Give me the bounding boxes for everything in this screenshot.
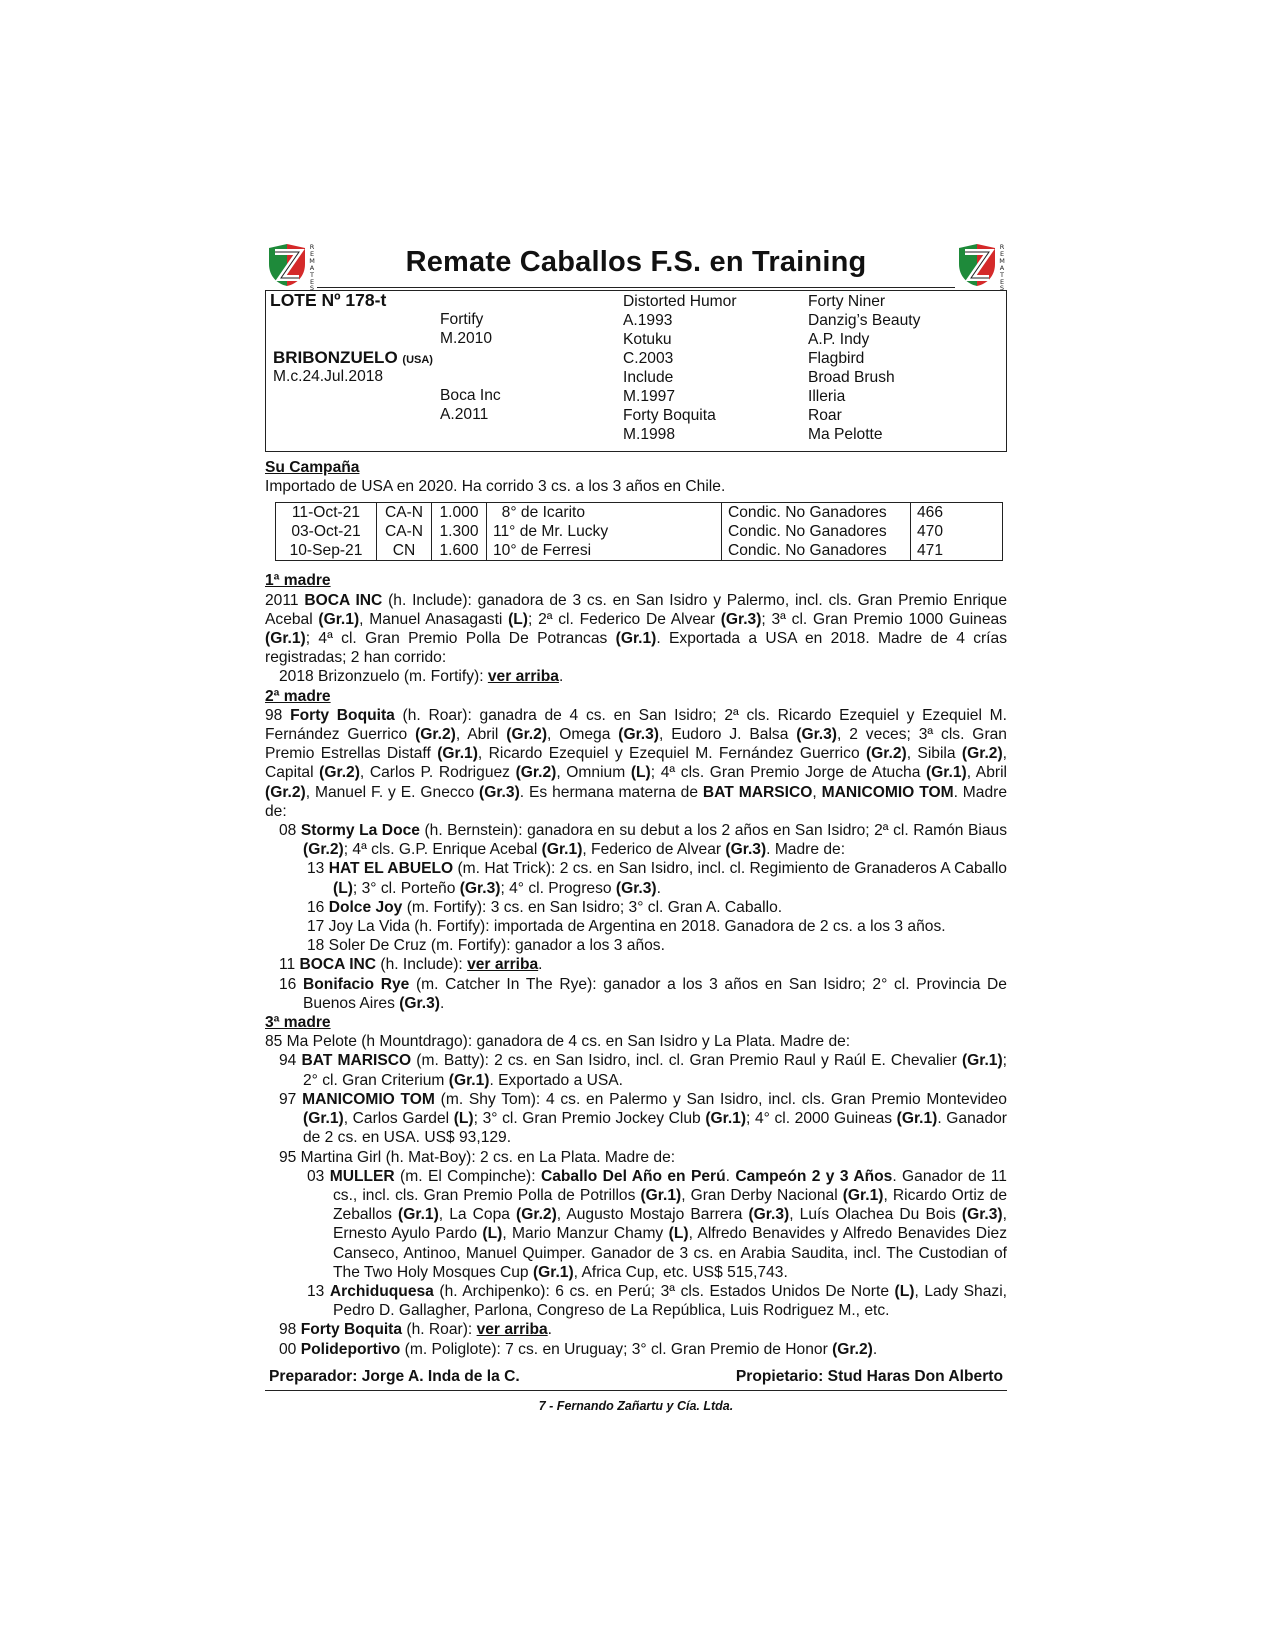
ver-arriba-link[interactable]: ver arriba xyxy=(487,668,559,686)
race-distance: 1.300 xyxy=(432,522,487,541)
page-title: Remate Caballos F.S. en Training xyxy=(405,246,867,278)
list-item: 17 Joy La Vida (h. Fortify): importada de Argentina en 2018. Ganadora de 2 cs. a los 3 años. xyxy=(307,918,946,936)
pedigree-gen3: Broad Brush xyxy=(808,369,895,386)
race-result: 10° de Ferresi xyxy=(487,541,722,561)
svg-text:R: R xyxy=(309,243,315,251)
dam-name: Boca Inc xyxy=(440,387,501,404)
campaign-heading: Su Campaña xyxy=(265,459,360,476)
campaign-section xyxy=(265,458,1007,561)
page-header xyxy=(265,240,1007,292)
header-rule xyxy=(317,287,955,288)
race-result: 8° de Icarito xyxy=(487,503,722,523)
third-dam-heading: 3ª madre xyxy=(265,1014,331,1032)
horse-name: BRIBONZUELO xyxy=(273,348,398,367)
pedigree-gen2: Forty Boquita xyxy=(623,407,716,424)
sire-name: Fortify xyxy=(440,311,484,328)
horse-birth: M.c.24.Jul.2018 xyxy=(273,368,384,385)
list-item: 11 BOCA INC (h. Include): ver arriba. xyxy=(279,956,543,974)
svg-text:E: E xyxy=(999,278,1005,286)
pedigree-gen3: A.P. Indy xyxy=(808,331,870,348)
svg-text:T: T xyxy=(1000,271,1004,279)
table-row xyxy=(276,541,1003,561)
race-distance: 1.600 xyxy=(432,541,487,561)
pedigree-gen3: Roar xyxy=(808,407,842,424)
race-condition: Condic. No Ganadores xyxy=(722,503,911,523)
pedigree-gen2: C.2003 xyxy=(623,350,674,367)
race-track: CN xyxy=(377,541,432,561)
pedigree-gen3: Danzig’s Beauty xyxy=(808,312,921,329)
dam-info: A.2011 xyxy=(440,406,489,423)
pedigree-gen2: M.1997 xyxy=(623,388,676,405)
svg-text:E: E xyxy=(309,278,315,286)
race-number: 470 xyxy=(911,522,1003,541)
list-item: 08 Stormy La Doce (h. Bernstein): ganadora en su debut a los 2 años en San Isidro; 2ª cl. Ramón Biaus (Gr.2); 4ª cls. G.P. Enrique Acebal (Gr.1), Federico de Alvear (Gr.3). Madre de: xyxy=(279,822,1007,859)
pedigree-gen2: Distorted Humor xyxy=(623,293,737,310)
pedigree-gen3: Illeria xyxy=(808,388,846,405)
first-dam-offspring: 2018 Brizonzuelo (m. Fortify): ver arriba. xyxy=(279,668,564,686)
footer-rule xyxy=(265,1390,1007,1391)
svg-text:T: T xyxy=(310,271,314,279)
first-dam-heading: 1ª madre xyxy=(265,572,331,590)
zr-logo-icon xyxy=(265,240,317,290)
race-track: CA-N xyxy=(377,503,432,523)
ver-arriba-link[interactable]: ver arriba xyxy=(467,956,539,974)
race-result: 11° de Mr. Lucky xyxy=(487,522,722,541)
race-date: 10-Sep-21 xyxy=(289,542,363,560)
table-row xyxy=(276,503,1003,523)
zr-logo-icon xyxy=(955,240,1007,290)
first-dam-section xyxy=(265,571,1007,686)
sire-info: M.2010 xyxy=(440,330,493,347)
svg-text:E: E xyxy=(999,250,1005,258)
catalog-page xyxy=(265,240,1007,1416)
pedigree-gen2: Kotuku xyxy=(623,331,672,348)
lote-number: LOTE Nº 178-t xyxy=(270,290,387,310)
campaign-text: Importado de USA en 2020. Ha corrido 3 cs. a los 3 años en Chile. xyxy=(265,478,726,496)
svg-text:E: E xyxy=(309,250,315,258)
svg-text:S: S xyxy=(999,284,1005,290)
list-item: 13 Archiduquesa (h. Archipenko): 6 cs. en Perú; 3ª cls. Estados Unidos De Norte (L), Lady Shazi, Pedro D. Gallagher, Parlona, Congreso de La República, Luis Rodriguez M., etc. xyxy=(307,1282,1008,1320)
race-condition: Condic. No Ganadores xyxy=(722,541,911,561)
race-date: 03-Oct-21 xyxy=(291,523,361,541)
list-item: 16 Dolce Joy (m. Fortify): 3 cs. en San Isidro; 3° cl. Gran A. Caballo. xyxy=(307,898,783,916)
races-table xyxy=(275,502,1003,561)
pedigree-gen2: Include xyxy=(623,369,674,386)
ver-arriba-link[interactable]: ver arriba xyxy=(476,1321,548,1339)
pedigree-gen3: Forty Niner xyxy=(808,293,886,310)
pedigree-gen3: Flagbird xyxy=(808,350,865,367)
owner: Propietario: Stud Haras Don Alberto xyxy=(735,1367,1003,1385)
second-dam-text: 98 Forty Boquita (h. Roar): ganadra de 4 cs. en San Isidro; 2ª cls. Ricardo Ezequiel y Ezequiel M. Fernández Guerrico (Gr.2), Abril (Gr.2), Omega (Gr.3), Eudoro J. Balsa (Gr.3), 2 veces; 3ª cls. Gran Premio Estrellas Distaff (Gr.1), Ricardo Ezequiel y Ezequiel M. Fernández Guerrico (Gr.2), Sibila (Gr.2), Capital (Gr.2), Carlos P. Rodriguez (Gr.2), Omnium (L); 4ª cls. Gran Premio Jorge de Atucha (Gr.1), Abril (Gr.2), Manuel F. y E. Gnecco (Gr.3). Es hermana materna de BAT MARSICO, MANICOMIO TOM. Madre de: xyxy=(265,706,1008,820)
pedigree-box xyxy=(265,290,1007,452)
horse-origin: (USA) xyxy=(402,354,433,366)
list-item: 94 BAT MARISCO (m. Batty): 2 cs. en San Isidro, incl. cl. Gran Premio Raul y Raúl E. Chevalier (Gr.1); 2° cl. Gran Criterium (Gr.1). Exportado a USA. xyxy=(279,1052,1008,1089)
list-item: 16 Bonifacio Rye (m. Catcher In The Rye): ganador a los 3 años en San Isidro; 2° cl. Provincia De Buenos Aires (Gr.3). xyxy=(279,975,1007,1012)
list-item: 18 Soler De Cruz (m. Fortify): ganador a los 3 años. xyxy=(307,937,665,955)
race-track: CA-N xyxy=(377,522,432,541)
second-dam-heading: 2ª madre xyxy=(265,687,331,705)
svg-text:R: R xyxy=(999,243,1005,251)
third-dam-intro: 85 Ma Pelote (h Mountdrago): ganadora de 4 cs. en San Isidro y La Plata. Madre de: xyxy=(265,1033,851,1051)
list-item: 95 Martina Girl (h. Mat-Boy): 2 cs. en La Plata. Madre de: xyxy=(279,1148,676,1166)
svg-text:A: A xyxy=(309,264,315,272)
pedigree-gen3: Ma Pelotte xyxy=(808,426,883,443)
svg-text:M: M xyxy=(309,257,315,265)
list-item: 03 MULLER (m. El Compinche): Caballo Del Año en Perú. Campeón 2 y 3 Años. Ganador de 11 cs., incl. cls. Gran Premio Polla de Potrillos (Gr.1), Gran Derby Nacional (Gr.1), Ricardo Ortiz de Zeballos (Gr.1), La Copa (Gr.2), Augusto Mostajo Barrera (Gr.3), Luís Olachea Du Bois (Gr.3), Ernesto Ayulo Pardo (L), Mario Manzur Chamy (L), Alfredo Benavides y Alfredo Benavides Diez Canseco, Antinoo, Manuel Quimper. Ganador de 3 cs. en Arabia Saudita, incl. The Custodian of The Two Holy Mosques Cup (Gr.1), Africa Cup, etc. US$ 515,743. xyxy=(307,1167,1008,1281)
race-number: 466 xyxy=(911,503,1003,523)
third-dam-section xyxy=(265,1013,1007,1359)
first-dam-text: 2011 BOCA INC (h. Include): ganadora de 3 cs. en San Isidro y Palermo, incl. cls. Gran Premio Enrique Acebal (Gr.1), Manuel Anasagasti (L); 2ª cl. Federico De Alvear (Gr.3); 3ª cl. Gran Premio 1000 Guineas (Gr.1); 4ª cl. Gran Premio Polla De Potrancas (Gr.1). Exportada a USA en 2018. Madre de 4 crías registradas; 2 han corrido: xyxy=(265,591,1007,667)
lot-footer xyxy=(265,1367,1007,1386)
pedigree-gen2: A.1993 xyxy=(623,312,673,329)
svg-text:M: M xyxy=(999,257,1005,265)
list-item: 13 HAT EL ABUELO (m. Hat Trick): 2 cs. en San Isidro, incl. cl. Regimiento de Granaderos A Caballo (L); 3° cl. Porteño (Gr.3); 4° cl. Progreso (Gr.3). xyxy=(307,860,1007,897)
race-distance: 1.000 xyxy=(432,503,487,523)
race-number: 471 xyxy=(911,541,1003,561)
list-item: 98 Forty Boquita (h. Roar): ver arriba. xyxy=(279,1321,553,1339)
pedigree-gen2: M.1998 xyxy=(623,426,676,443)
svg-text:A: A xyxy=(999,264,1005,272)
page-footer-note: 7 - Fernando Zañartu y Cía. Ltda. xyxy=(538,1398,734,1413)
race-condition: Condic. No Ganadores xyxy=(722,522,911,541)
table-row xyxy=(276,522,1003,541)
svg-text:S: S xyxy=(309,284,315,290)
list-item: 00 Polideportivo (m. Poliglote): 7 cs. en Uruguay; 3° cl. Gran Premio de Honor (Gr.2). xyxy=(279,1340,878,1358)
trainer: Preparador: Jorge A. Inda de la C. xyxy=(269,1367,520,1385)
list-item: 97 MANICOMIO TOM (m. Shy Tom): 4 cs. en Palermo y San Isidro, incl. cls. Gran Premio Montevideo (Gr.1), Carlos Gardel (L); 3° cl. Gran Premio Jockey Club (Gr.1); 4° cl. 2000 Guineas (Gr.1). Ganador de 2 cs. en USA. US$ 93,129. xyxy=(279,1090,1007,1147)
race-date: 11-Oct-21 xyxy=(291,504,361,522)
second-dam-section xyxy=(265,687,1007,1013)
